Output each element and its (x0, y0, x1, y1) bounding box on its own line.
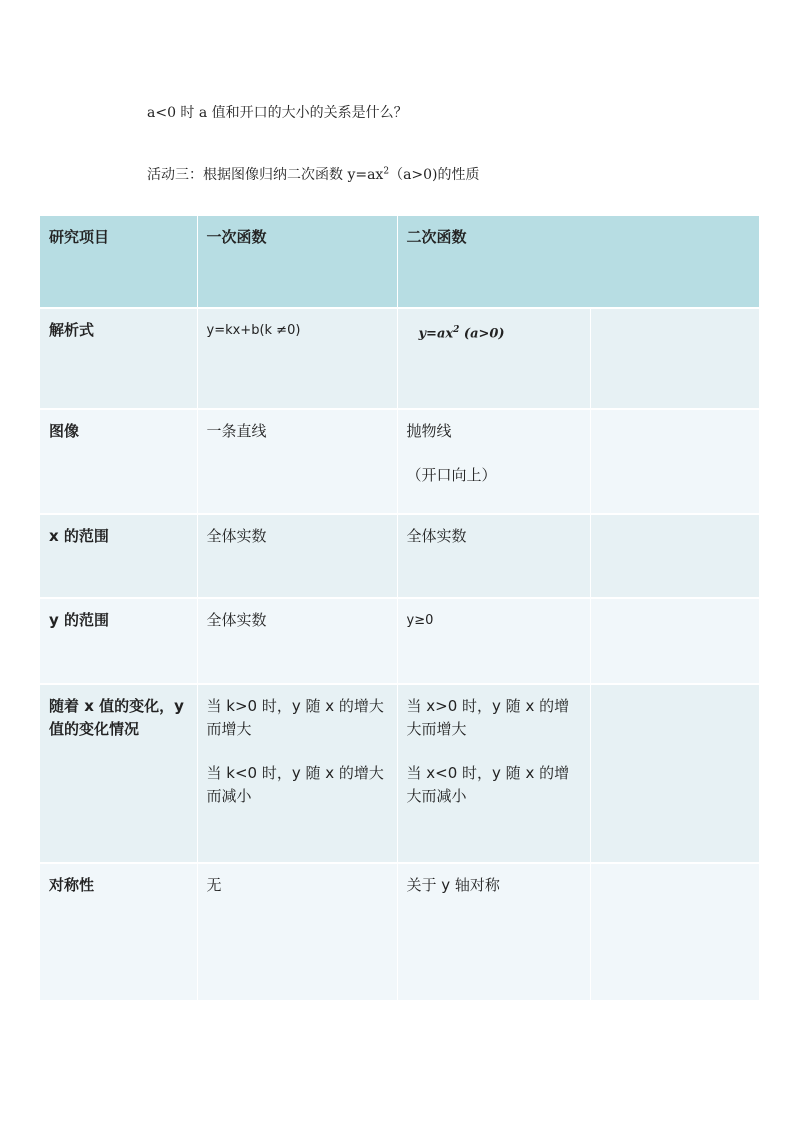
properties-table (40, 216, 759, 1002)
quad-formula-tail: (a>0) (459, 326, 505, 342)
activity-suffix: （a>0)的性质 (389, 167, 480, 183)
header-quadratic: 二次函数 (397, 216, 759, 308)
quadratic-symmetry: 关于 y 轴对称 (397, 863, 590, 1001)
quadratic-graph (397, 409, 590, 514)
quadratic-formula (397, 308, 590, 409)
table-row (40, 409, 759, 514)
table-row (40, 684, 759, 863)
linear-trend (197, 684, 397, 863)
linear-symmetry: 无 (197, 863, 397, 1001)
row-label-trend: 随着 x 值的变化，y 值的变化情况 (40, 684, 197, 863)
linear-graph: 一条直线 (197, 409, 397, 514)
row-label-formula: 解析式 (40, 308, 197, 409)
quad-graph-1: 抛物线 (406, 422, 452, 440)
quad-formula-main: y=ax (418, 326, 454, 342)
row-label-symmetry: 对称性 (40, 863, 197, 1001)
linear-trend-1: 当 k>0 时，y 随 x 的增大而增大 (206, 697, 384, 738)
quad-formula-sup: 2 (453, 325, 460, 335)
empty-cell (590, 409, 759, 514)
header-linear: 一次函数 (197, 216, 397, 308)
linear-trend-2: 当 k<0 时，y 随 x 的增大而减小 (206, 764, 384, 805)
linear-formula: y=kx+b(k ≠0) (197, 308, 397, 409)
table-header-row (40, 216, 759, 308)
row-label-yrange: y 的范围 (40, 598, 197, 684)
empty-cell (590, 598, 759, 684)
quadratic-xrange: 全体实数 (397, 514, 590, 598)
linear-xrange: 全体实数 (197, 514, 397, 598)
empty-cell (590, 514, 759, 598)
activity-prefix: 活动三：根据图像归纳二次函数 y=ax (147, 167, 384, 183)
activity-title (147, 164, 480, 184)
empty-cell (590, 308, 759, 409)
quadratic-yrange: y≥0 (397, 598, 590, 684)
table-row (40, 514, 759, 598)
quad-graph-2: （开口向上） (406, 466, 497, 484)
quadratic-trend (397, 684, 590, 863)
linear-yrange: 全体实数 (197, 598, 397, 684)
header-item: 研究项目 (40, 216, 197, 308)
quad-trend-1: 当 x>0 时，y 随 x 的增大而增大 (406, 697, 570, 738)
table-row (40, 863, 759, 1001)
row-label-graph: 图像 (40, 409, 197, 514)
empty-cell (590, 684, 759, 863)
question-text: a<0 时 a 值和开口的大小的关系是什么？ (147, 105, 408, 121)
empty-cell (590, 863, 759, 1001)
quad-trend-2: 当 x<0 时，y 随 x 的增大而减小 (406, 764, 570, 805)
table-row (40, 598, 759, 684)
activity-superscript: 2 (383, 166, 390, 177)
table-row (40, 308, 759, 409)
row-label-xrange: x 的范围 (40, 514, 197, 598)
